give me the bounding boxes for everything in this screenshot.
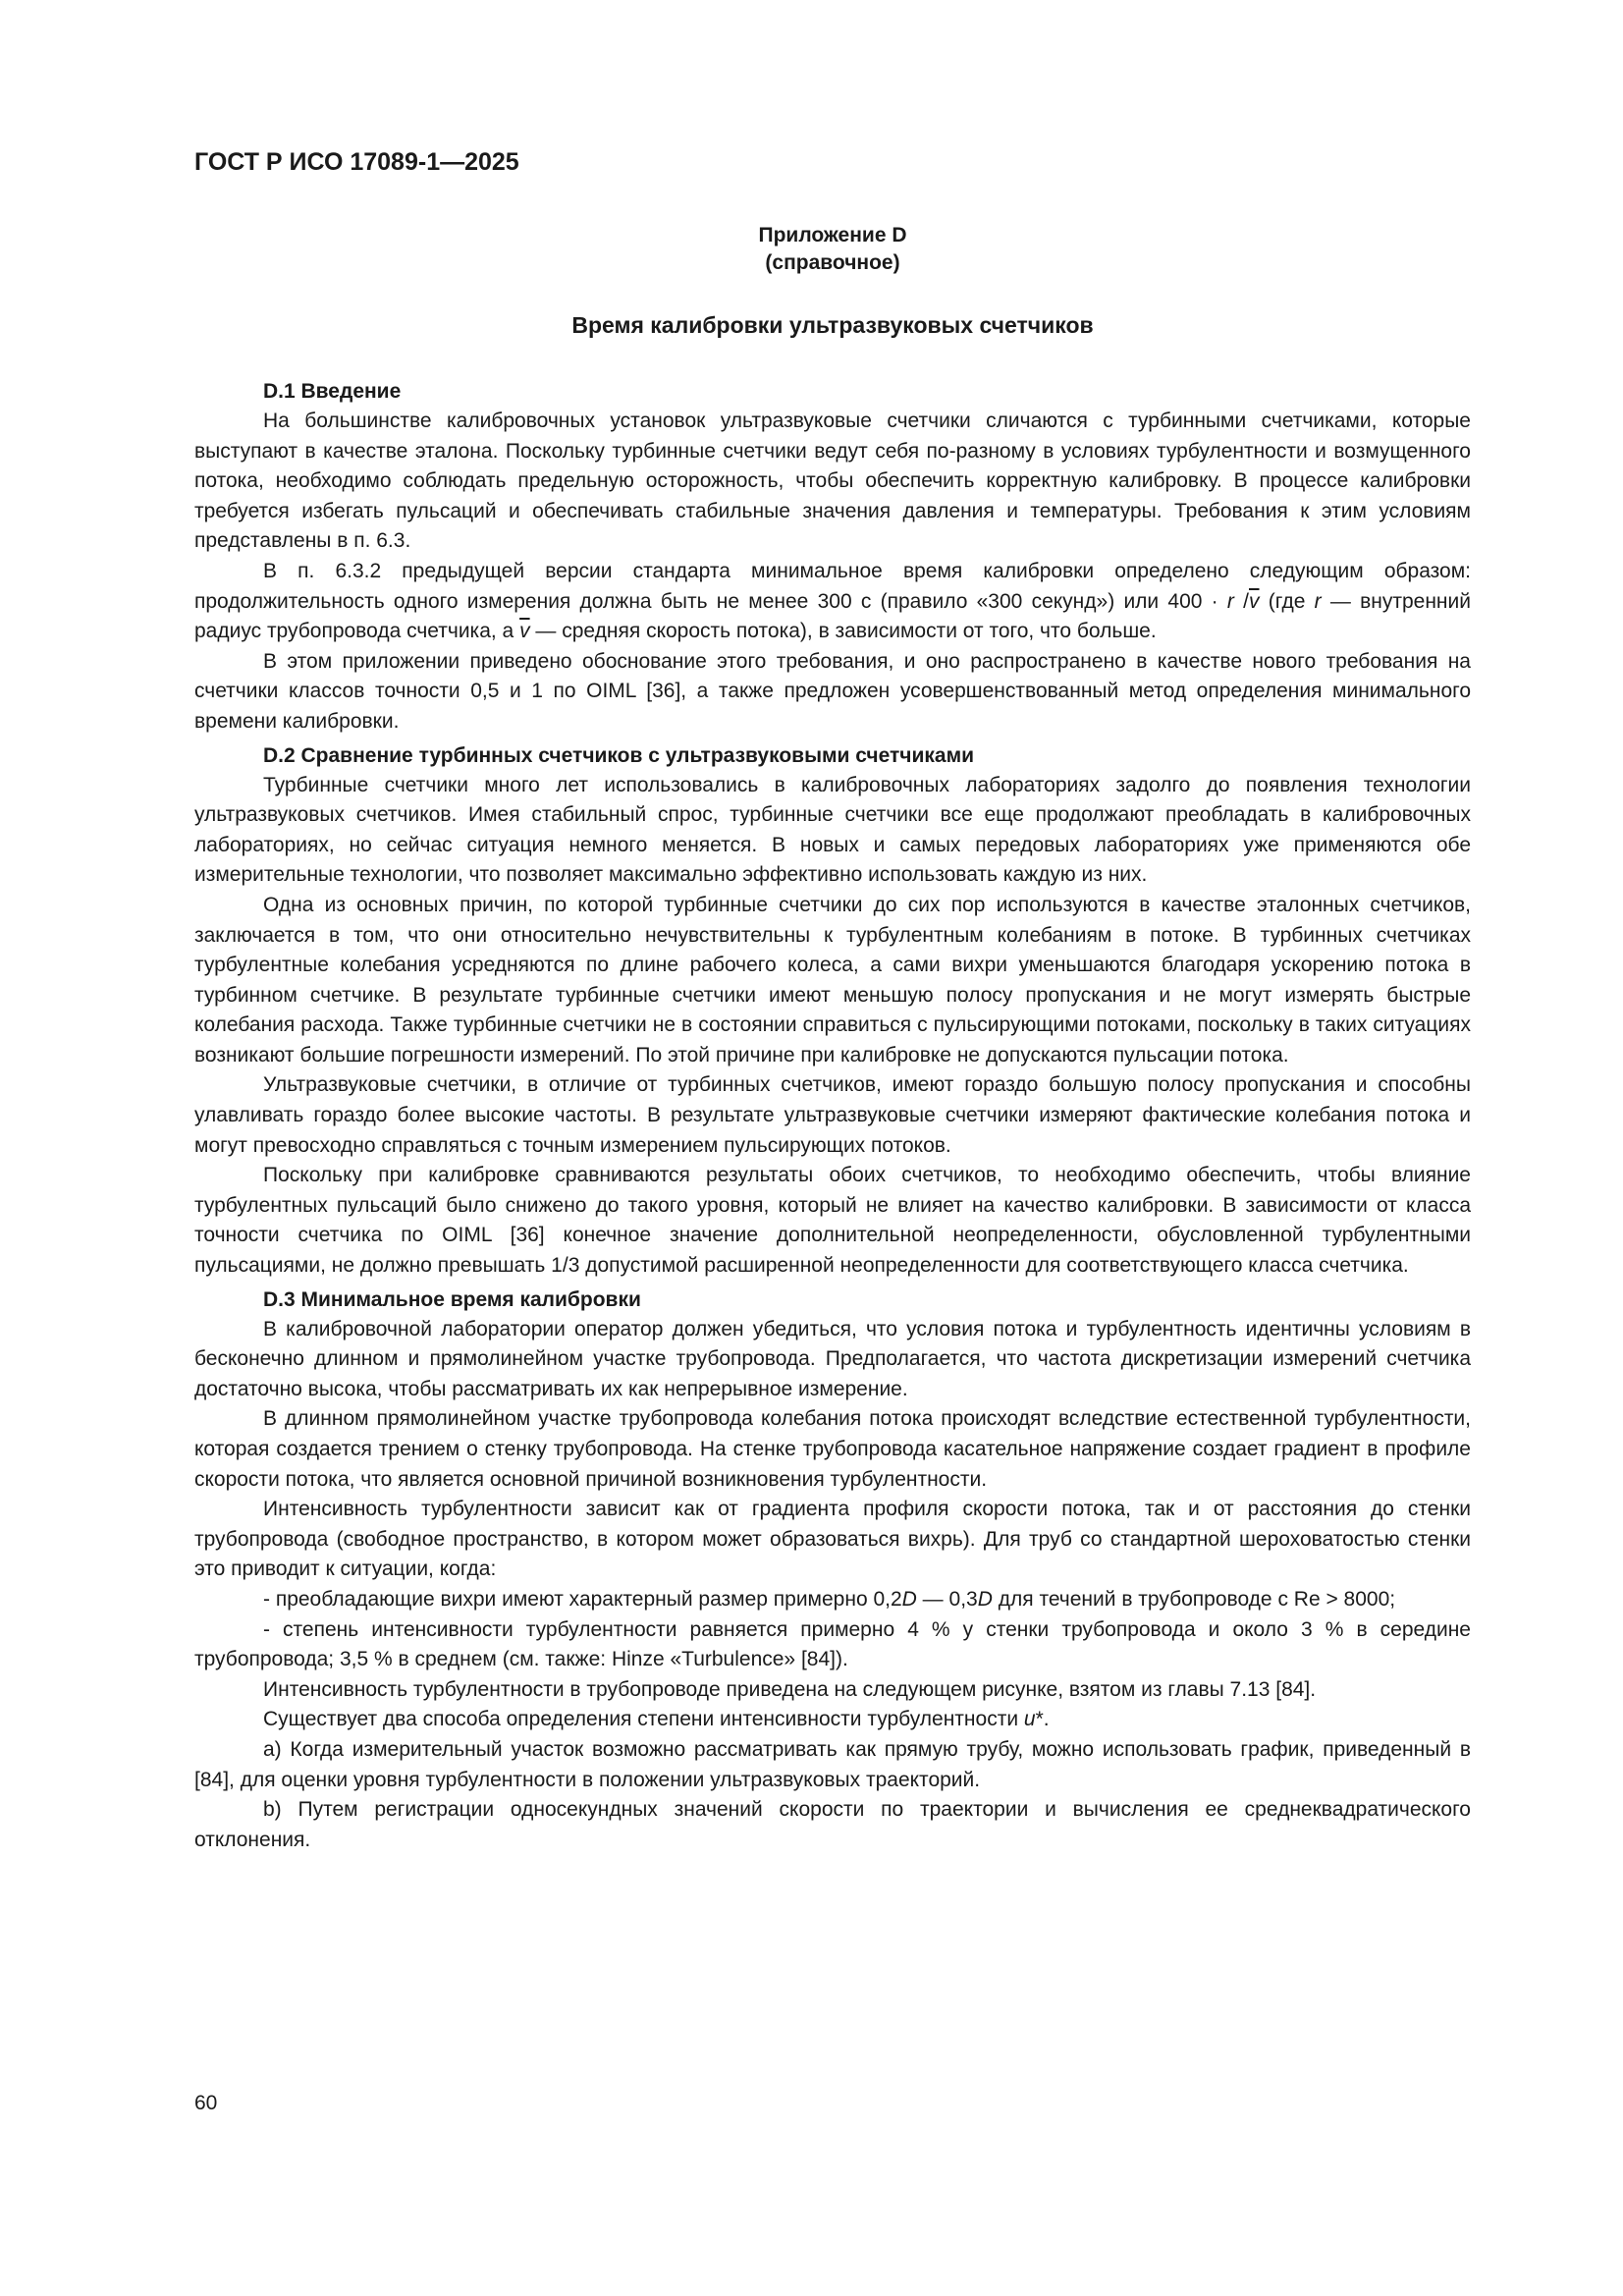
paragraph: Поскольку при калибровке сравниваются результаты обоих счетчиков, то необходимо обеспечить, чтобы влияние турбулентных пульсаций было снижено до такого уровня, который не влияет на качество калибровки. В зависимости от класса точности счетчика по OIML [36] конечное значение дополнительной неопределенности, обусловленной турбулентными пульсациями, не должно превышать 1/3 допустимой расширенной неопределенности для соответствующего класса счетчика.: [194, 1164, 1471, 1278]
symbol-u: u: [1023, 1708, 1036, 1731]
symbol-v-mean: $\overline{v}$: [519, 620, 530, 643]
list-item: [194, 1585, 1471, 1615]
text-run: В п. 6.3.2 предыдущей версии стандарта минимальное время калибровки определено следующим образом: продолжительность одного измерения должна быть не менее 300 с (правило «300 секунд») или 400 ·: [194, 559, 1471, 613]
text-run: *.: [1035, 1708, 1050, 1731]
document-page: [194, 147, 1471, 1855]
symbol-d: D: [901, 1587, 917, 1611]
symbol-v-mean: $\overline{v}$: [1249, 589, 1260, 613]
symbol-r: r: [1314, 589, 1322, 613]
paragraph: [194, 557, 1471, 647]
text-run: /: [1233, 589, 1249, 613]
text-run: для течений в трубопроводе с Re > 8000;: [992, 1587, 1396, 1611]
section-heading-d2: D.2 Сравнение турбинных счетчиков с ультразвуковыми счетчиками: [263, 743, 975, 767]
text-run: Существует два способа определения степени интенсивности турбулентности: [263, 1708, 1024, 1731]
paragraph: Одна из основных причин, по которой турбинные счетчики до сих пор используются в качестве эталонных счетчиков, заключается в том, что они относительно нечувствительны к турбулентным колебаниям в потоке. В турбинных счетчиках турбулентные колебания усредняются по длине рабочего колеса, а сами вихри уменьшаются благодаря ускорению потока в турбинном счетчике. В результате турбинные счетчики имеют меньшую полосу пропускания и не могут измерять быстрые колебания расхода. Также турбинные счетчики не в состоянии справиться с пульсирующими потоками, поскольку в таких ситуациях возникают большие погрешности измерений. По этой причине при калибровке не допускаются пульсации потока.: [194, 893, 1471, 1066]
paragraph: a) Когда измерительный участок возможно рассматривать как прямую трубу, можно использовать график, приведенный в [84], для оценки уровня турбулентности в положении ультразвуковых траекторий.: [194, 1737, 1471, 1791]
page-number: 60: [194, 2092, 218, 2114]
section-heading-d1: D.1 Введение: [263, 380, 402, 403]
annex-type: (справочное): [765, 251, 900, 274]
paragraph: [194, 1705, 1471, 1735]
symbol-r: r: [1226, 589, 1234, 613]
document-code: ГОСТ Р ИСО 17089-1—2025: [194, 148, 519, 176]
text-run: — средняя скорость потока), в зависимости от того, что больше.: [529, 620, 1157, 643]
section-heading-d3: D.3 Минимальное время калибровки: [263, 1287, 641, 1311]
text-run: - преобладающие вихри имеют характерный размер примерно 0,2: [263, 1587, 902, 1611]
paragraph: В длинном прямолинейном участке трубопровода колебания потока происходят вследствие естественной турбулентности, которая создается трением о стенку трубопровода. На стенке трубопровода касательное напряжение создает градиент в профиле скорости потока, что является основной причиной возникновения турбулентности.: [194, 1407, 1471, 1491]
paragraph: Интенсивность турбулентности зависит как от градиента профиля скорости потока, так и от расстояния до стенки трубопровода (свободное пространство, в котором может образоваться вихрь). Для труб со стандартной шероховатостью стенки это приводит к ситуации, когда:: [194, 1498, 1471, 1581]
text-run: — внутренний радиус трубопровода счетчика, а: [194, 589, 1471, 643]
list-item: - степень интенсивности турбулентности равняется примерно 4 % у стенки трубопровода и около 3 % в середине трубопровода; 3,5 % в среднем (см. также: Hinze «Turbulence» [84]).: [194, 1617, 1471, 1671]
paragraph: В калибровочной лаборатории оператор должен убедиться, что условия потока и турбулентность идентичны условиям в бесконечно длинном и прямолинейном участке трубопровода. Предполагается, что частота дискретизации измерений счетчика достаточно высока, чтобы рассматривать их как непрерывное измерение.: [194, 1317, 1471, 1400]
paragraph: Интенсивность турбулентности в трубопроводе приведена на следующем рисунке, взятом из главы 7.13 [84].: [263, 1677, 1317, 1701]
annex-label: Приложение D: [758, 224, 907, 246]
paragraph: На большинстве калибровочных установок ультразвуковые счетчики сличаются с турбинными счетчиками, которые выступают в качестве эталона. Поскольку турбинные счетчики ведут себя по-разному в условиях турбулентности и возмущенного потока, необходимо соблюдать предельную осторожность, чтобы обеспечить корректную калибровку. В процессе калибровки требуется избегать пульсаций и обеспечивать стабильные значения давления и температуры. Требования к этим условиям представлены в п. 6.3.: [194, 410, 1471, 553]
paragraph: Турбинные счетчики много лет использовались в калибровочных лабораториях задолго до появления технологии ультразвуковых счетчиков. Имея стабильный спрос, турбинные счетчики все еще продолжают преобладать в калибровочных лабораториях, но сейчас ситуация немного меняется. В новых и самых передовых лабораториях уже применяются обе измерительные технологии, что позволяет максимально эффективно использовать каждую из них.: [194, 773, 1471, 887]
symbol-d: D: [977, 1587, 993, 1611]
paragraph: Ультразвуковые счетчики, в отличие от турбинных счетчиков, имеют гораздо большую полосу пропускания и способны улавливать гораздо более высокие частоты. В результате ультразвуковые счетчики измеряют фактические колебания потока и могут превосходно справляться с точным измерением пульсирующих потоков.: [194, 1073, 1471, 1157]
text-run: (где: [1259, 589, 1315, 613]
text-run: — 0,3: [916, 1587, 978, 1611]
paragraph: В этом приложении приведено обоснование этого требования, и оно распространено в качестве нового требования на счетчики классов точности 0,5 и 1 по OIML [36], а также предложен усовершенствованный метод определения минимального времени калибровки.: [194, 649, 1471, 733]
annex-title: Время калибровки ультразвуковых счетчиков: [571, 312, 1094, 338]
paragraph: b) Путем регистрации односекундных значений скорости по траектории и вычисления ее среднеквадратического отклонения.: [194, 1798, 1471, 1851]
